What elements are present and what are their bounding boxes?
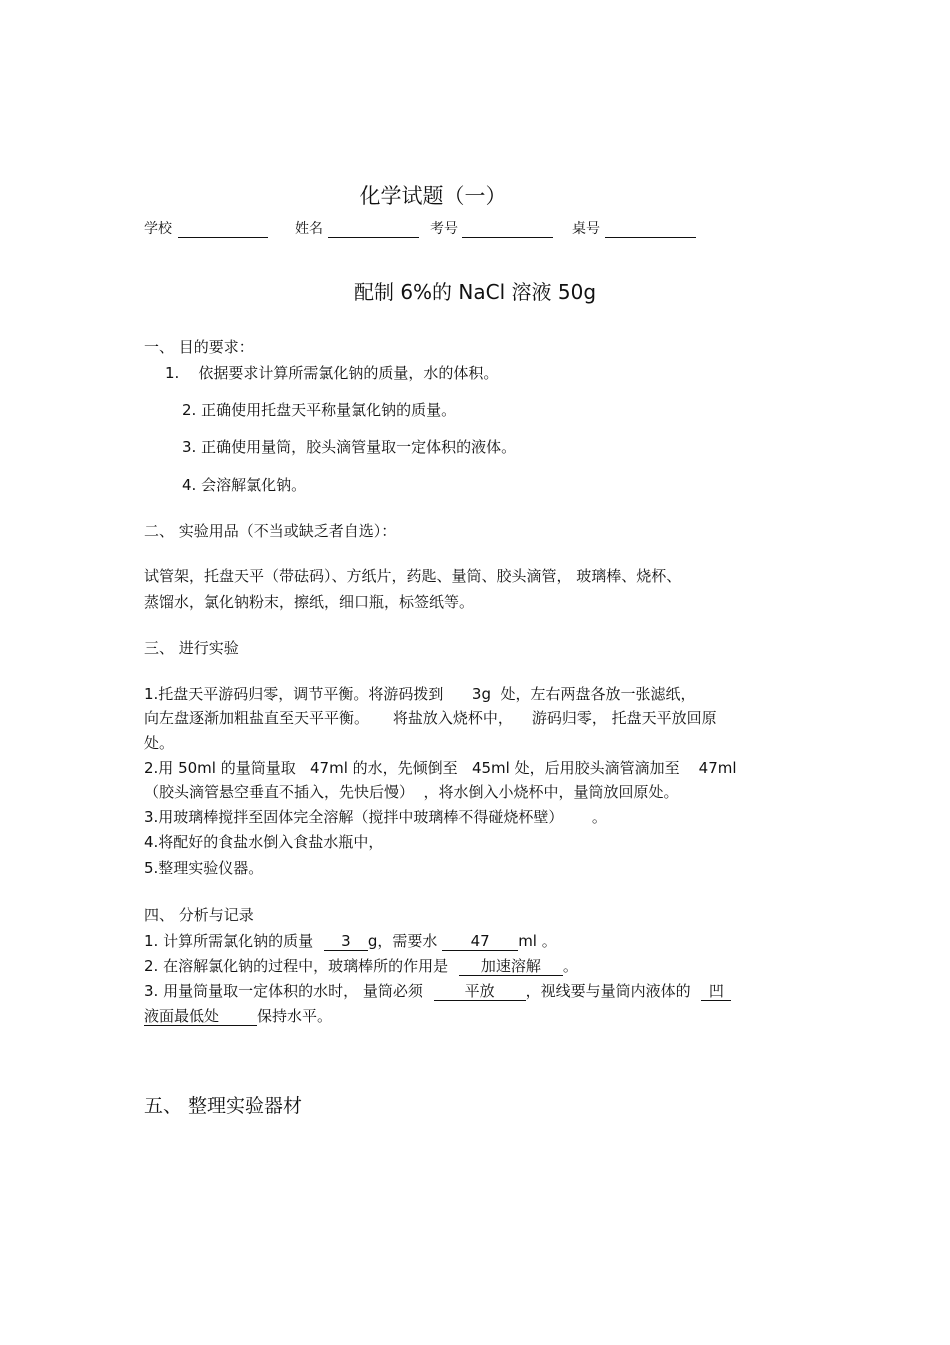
q1-prefix: 1. 计算所需氯化钠的质量 xyxy=(144,932,314,950)
section4-heading: 四、 分析与记录 xyxy=(144,906,254,924)
section3-line: 2.用 50ml 的量筒量取 47ml 的水，先倾倒至 45ml 处，后用胶头滴管滴加至 47ml xyxy=(144,759,737,777)
analysis-question-2 xyxy=(144,955,578,976)
q1-suffix: ml 。 xyxy=(518,932,557,950)
section5-heading: 五、 整理实验器材 xyxy=(144,1095,303,1117)
section3-line: 3.用玻璃棒搅拌至固体完全溶解（搅拌中玻璃棒不得碰烧杯壁） 。 xyxy=(144,808,607,826)
desk-no-blank xyxy=(605,237,696,238)
section1-item: 2. 正确使用托盘天平称量氯化钠的质量。 xyxy=(182,401,457,419)
q2-suffix: 。 xyxy=(562,957,578,975)
q3-mid: ，视线要与量筒内液体的 xyxy=(525,982,691,1000)
section3-line: 4.将配好的食盐水倒入食盐水瓶中， xyxy=(144,833,384,851)
section2-line: 蒸馏水，氯化钠粉末，擦纸，细口瓶，标签纸等。 xyxy=(144,593,475,611)
q3-answer-level: 平放 xyxy=(434,983,526,1001)
section1-item: 3. 正确使用量筒，胶头滴管量取一定体积的液体。 xyxy=(182,438,517,456)
section3-line: 向左盘逐渐加粗盐直至天平平衡。 将盐放入烧杯中， 游码归零， 托盘天平放回原 xyxy=(144,709,717,727)
section1-heading: 一、 目的要求： xyxy=(144,338,254,356)
school-label: 学校 xyxy=(144,221,172,237)
exam-no-label: 考号 xyxy=(430,221,458,237)
name-label: 姓名 xyxy=(295,221,323,237)
q1-mid: g，需要水 xyxy=(367,932,438,950)
q2-answer: 加速溶解 xyxy=(459,958,563,976)
q3-answer-part2: 液面最低处 xyxy=(144,1008,257,1026)
name-blank xyxy=(328,237,419,238)
section3-line: 处。 xyxy=(144,734,175,752)
section3-line: 1.托盘天平游码归零，调节平衡。将游码拨到 3g 处，左右两盘各放一张滤纸， xyxy=(144,685,696,703)
analysis-question-1 xyxy=(144,930,557,951)
exam-no-blank xyxy=(462,237,553,238)
page-title: 化学试题（一） xyxy=(359,184,507,208)
section1-item: 4. 会溶解氯化钠。 xyxy=(182,476,307,494)
section2-heading: 二、 实验用品（不当或缺乏者自选）： xyxy=(144,522,397,540)
analysis-question-3-cont xyxy=(144,1005,332,1026)
school-blank xyxy=(178,237,268,238)
section3-line: （胶头滴管悬空垂直不插入，先快后慢） ，将水倒入小烧杯中，量筒放回原处。 xyxy=(144,783,679,801)
q3-answer-part1: 凹 xyxy=(701,983,731,1001)
section2-line: 试管架，托盘天平（带砝码）、方纸片，药匙、量筒、胶头滴管， 玻璃棒、烧杯、 xyxy=(144,567,682,585)
section3-heading: 三、 进行实验 xyxy=(144,639,239,657)
desk-no-label: 桌号 xyxy=(572,221,600,237)
section1-item: 1. 依据要求计算所需氯化钠的质量，水的体积。 xyxy=(165,364,499,382)
q1-answer-water: 47 xyxy=(442,933,518,951)
q3-prefix: 3. 用量筒量取一定体积的水时， 量筒必须 xyxy=(144,982,423,1000)
analysis-question-3 xyxy=(144,980,731,1001)
q1-answer-mass: 3 xyxy=(324,933,368,951)
q3-suffix: 保持水平。 xyxy=(257,1007,333,1025)
section3-line: 5.整理实验仪器。 xyxy=(144,859,264,877)
experiment-title: 配制 6%的 NaCl 溶液 50g xyxy=(353,280,597,304)
q2-prefix: 2. 在溶解氯化钠的过程中，玻璃棒所的作用是 xyxy=(144,957,449,975)
